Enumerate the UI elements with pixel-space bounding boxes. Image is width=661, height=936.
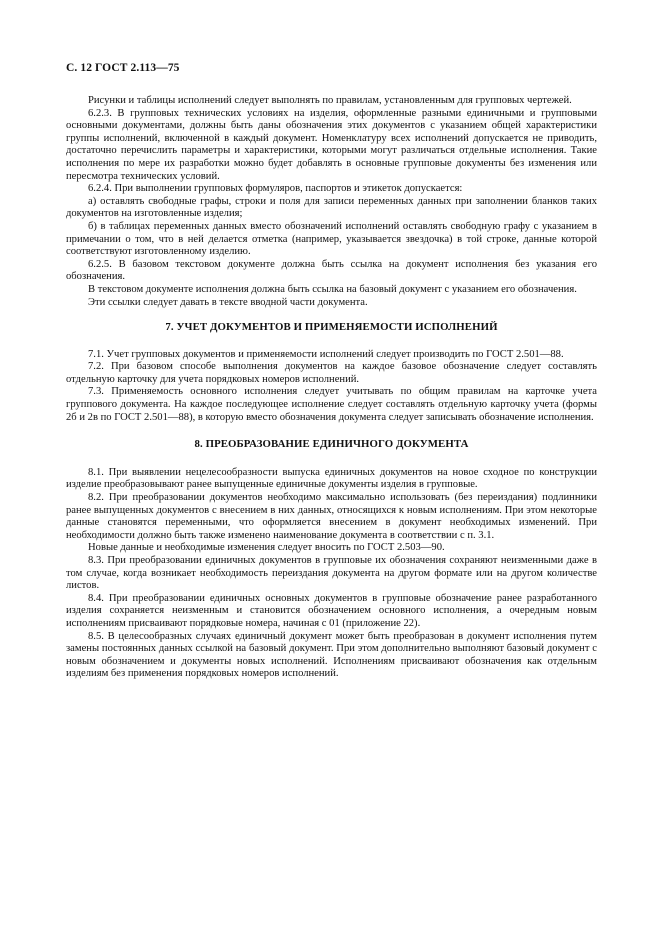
paragraph: 8.4. При преобразовании единичных основных документов в групповые обозначение ранее разработанного изделия сохраняется неизменным и становится обозначением основного исполнения, а очередным новым исполнениям присваивают порядковые номера, начиная с 01 (приложение 22). <box>66 592 597 629</box>
paragraph: 7.2. При базовом способе выполнения документов на каждое базовое обозначение следует составлять отдельную карточку для учета порядковых номеров исполнений. <box>66 361 597 385</box>
paragraph: б) в таблицах переменных данных вместо обозначений исполнений оставлять свободную графу с указанием в примечании о том, что в ней делается отметка (например, указывается звездочка) в той строке, данные которой соответствуют изготовленному изделию. <box>66 220 597 258</box>
paragraph: 6.2.4. При выполнении групповых формуляров, паспортов и этикеток допускается: <box>88 183 463 195</box>
paragraph: Эти ссылки следует давать в тексте вводной части документа. <box>88 296 368 308</box>
paragraph: В текстовом документе исполнения должна быть ссылка на базовый документ с указанием его обозначения. <box>88 283 577 295</box>
page-header: С. 12 ГОСТ 2.113—75 <box>66 62 180 74</box>
paragraph: 8.5. В целесообразных случаях единичный документ может быть преобразован в документ исполнения путем замены постоянных данных ссылкой на базовый документ. При этом дополнительно выполняют базовый документ с новым обозначением и документы новых исполнений. Исполнениям присваивают обозначения как отдельным изделиям без применения порядковых номеров исполнений. <box>66 630 597 680</box>
paragraph: 8.1. При выявлении нецелесообразности выпуска единичных документов на новое сходное по конструкции изделие преобразовывают ранее выпущенные единичные документы изделия в групповые. <box>66 466 597 491</box>
document-body <box>66 95 597 681</box>
paragraph: 6.2.5. В базовом текстовом документе должна быть ссылка на документ исполнения без указания его обозначения. <box>66 258 597 283</box>
paragraph: 6.2.3. В групповых технических условиях на изделия, оформленные разными единичными и групповыми основными документами, должны быть даны обозначения этих документов с указанием общей характеристики группы исполнений, включенной в каждый документ. Номенклатуру всех исполнений допускается не приводить, достаточно перечислить параметры и характеристики, которыми могут различаться отдельные исполнения. Такие исполнения по мере их разработки можно будет добавлять в основные групповые документы без изменения или пересмотра технических условий. <box>66 107 597 182</box>
paragraph: 8.2. При преобразовании документов необходимо максимально использовать (без переиздания) подлинники ранее выпущенных документов с внесением в них данных, относящихся к новым исполнениям. При этом некоторые данные становятся переменными, что оформляется внесением в документ необходимых изменений. При необходимости должно быть также изменено наименование документа в соответствии с п. 3.1. <box>66 492 597 541</box>
paragraph: Новые данные и необходимые изменения следует вносить по ГОСТ 2.503—90. <box>88 542 445 554</box>
paragraph: 8.3. При преобразовании единичных документов в групповые их обозначения сохраняют неизменными даже в том случае, когда возникает необходимость переиздания документа на другом формате или на другом количестве листов. <box>66 555 597 592</box>
paragraph: а) оставлять свободные графы, строки и поля для записи переменных данных при заполнении бланков таких документов на изготовленные изделия; <box>66 195 597 220</box>
paragraph: 7.3. Применяемость основного исполнения следует учитывать по общим правилам на карточке учета группового документа. На каждое последующее исполнение следует составлять отдельную карточку учета (формы 2б и 2в по ГОСТ 2.501—88), в которую вместо обозначения документа следует записывать обозначение исполнения. <box>66 386 597 423</box>
paragraph: 7.1. Учет групповых документов и применяемости исполнений следует производить по ГОСТ 2.501—88. <box>88 348 564 360</box>
section-heading-8: 8. ПРЕОБРАЗОВАНИЕ ЕДИНИЧНОГО ДОКУМЕНТА <box>194 438 469 451</box>
section-heading-7: 7. УЧЕТ ДОКУМЕНТОВ И ПРИМЕНЯЕМОСТИ ИСПОЛНЕНИЙ <box>165 321 498 334</box>
paragraph: Рисунки и таблицы исполнений следует выполнять по правилам, установленным для групповых чертежей. <box>88 95 572 106</box>
